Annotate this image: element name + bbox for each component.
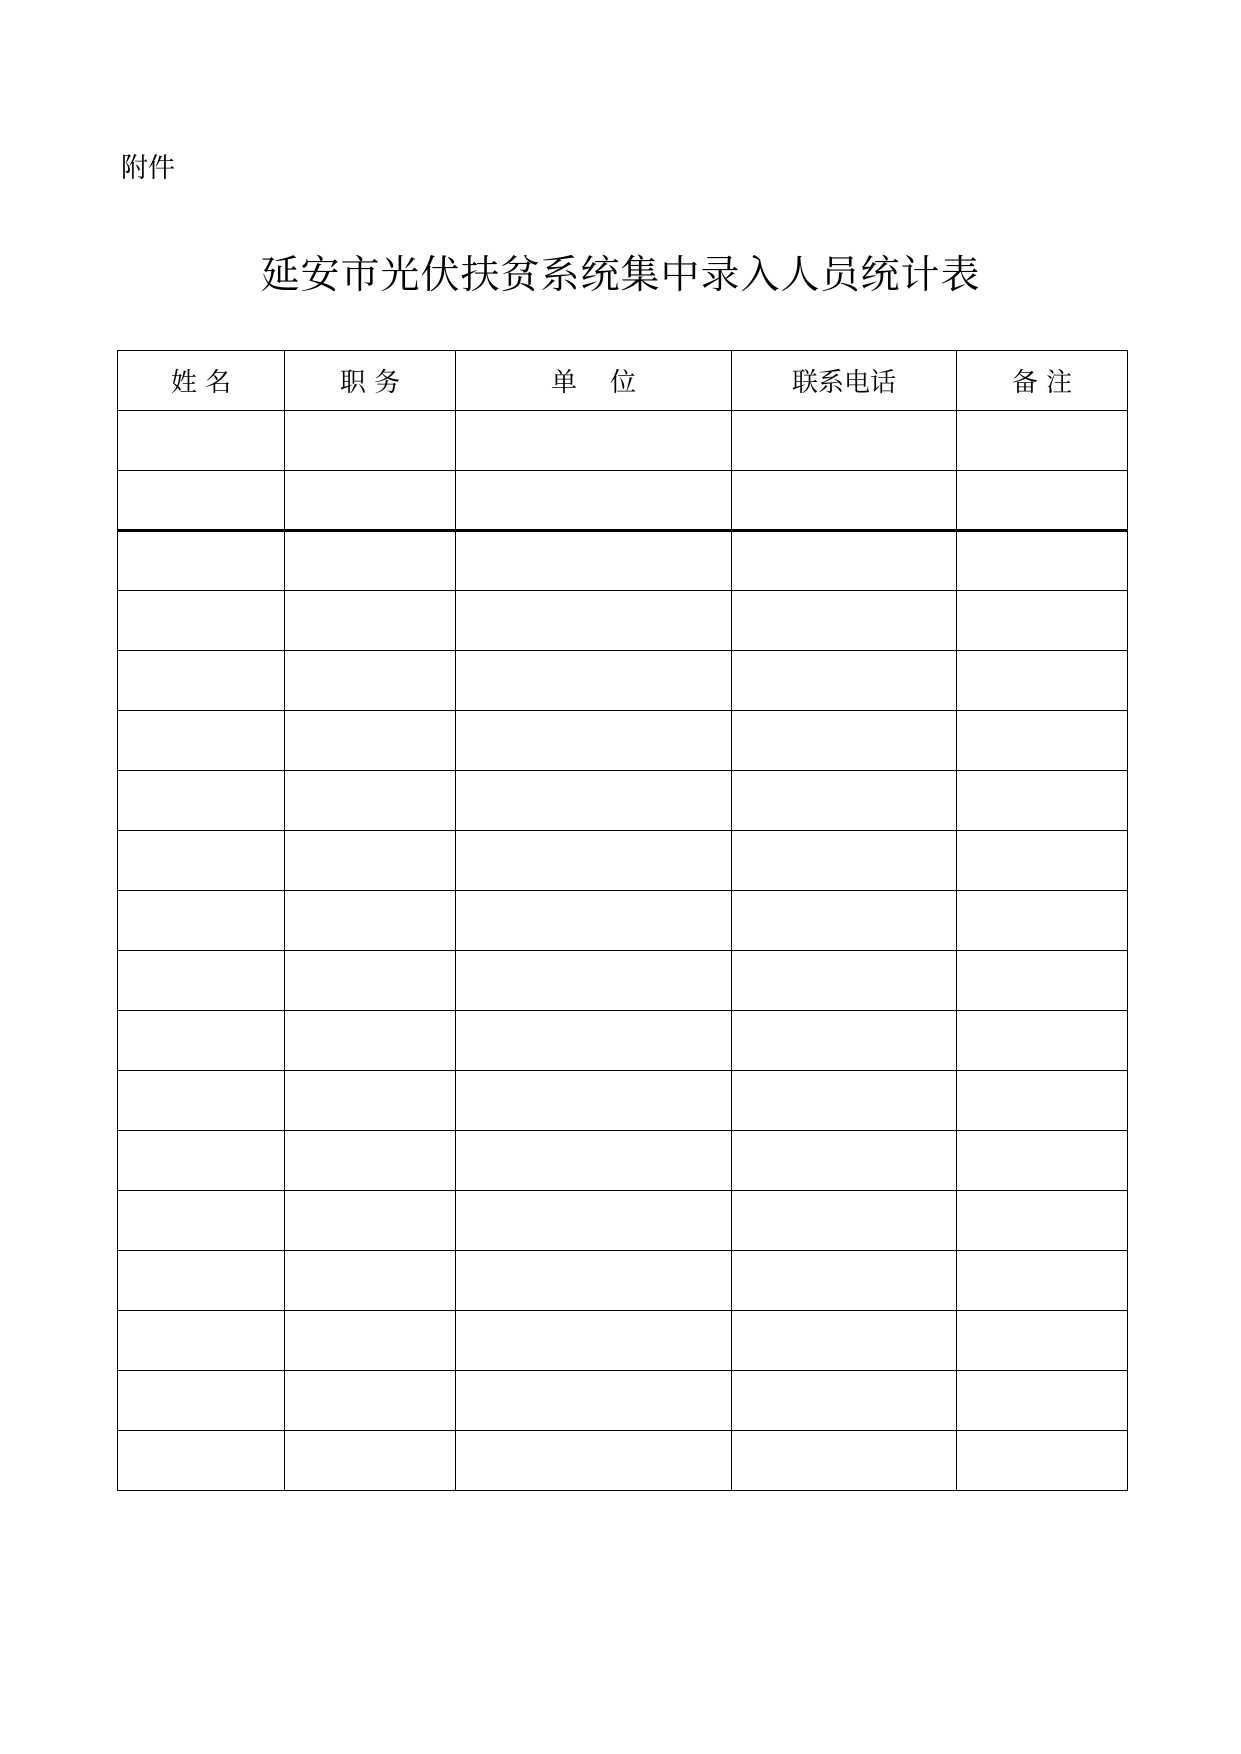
table-cell-name[interactable] [118, 711, 285, 771]
table-row [118, 711, 1128, 771]
table-cell-position[interactable] [285, 1071, 456, 1131]
table-cell-phone[interactable] [732, 1371, 957, 1431]
table-row [118, 951, 1128, 1011]
table-cell-remarks[interactable] [957, 591, 1128, 651]
table-cell-name[interactable] [118, 591, 285, 651]
table-row [118, 1311, 1128, 1371]
table-cell-position[interactable] [285, 831, 456, 891]
table-cell-name[interactable] [118, 1131, 285, 1191]
table-cell-name[interactable] [118, 1431, 285, 1491]
table-cell-position[interactable] [285, 411, 456, 471]
column-header-unit: 单 位 [456, 351, 732, 411]
table-cell-phone[interactable] [732, 471, 957, 531]
table-cell-name[interactable] [118, 651, 285, 711]
table-cell-unit[interactable] [456, 1311, 732, 1371]
table-cell-phone[interactable] [732, 711, 957, 771]
table-cell-position[interactable] [285, 771, 456, 831]
table-row [118, 411, 1128, 471]
table-row [118, 1191, 1128, 1251]
table-cell-position[interactable] [285, 651, 456, 711]
table-body [118, 411, 1128, 1491]
table-cell-position[interactable] [285, 1431, 456, 1491]
table-cell-unit[interactable] [456, 891, 732, 951]
table-cell-position[interactable] [285, 1311, 456, 1371]
table-cell-phone[interactable] [732, 591, 957, 651]
table-cell-phone[interactable] [732, 1071, 957, 1131]
table-cell-phone[interactable] [732, 831, 957, 891]
table-cell-unit[interactable] [456, 1431, 732, 1491]
table-cell-unit[interactable] [456, 1191, 732, 1251]
table-cell-name[interactable] [118, 891, 285, 951]
table-cell-position[interactable] [285, 531, 456, 591]
table-cell-unit[interactable] [456, 711, 732, 771]
table-row [118, 891, 1128, 951]
table-cell-remarks[interactable] [957, 711, 1128, 771]
table-cell-remarks[interactable] [957, 831, 1128, 891]
table-cell-unit[interactable] [456, 771, 732, 831]
personnel-statistics-table [117, 350, 1128, 1491]
table-cell-position[interactable] [285, 711, 456, 771]
table-cell-position[interactable] [285, 1251, 456, 1311]
table-cell-position[interactable] [285, 891, 456, 951]
table-cell-phone[interactable] [732, 531, 957, 591]
table-cell-remarks[interactable] [957, 1071, 1128, 1131]
table-cell-remarks[interactable] [957, 1131, 1128, 1191]
table-row [118, 531, 1128, 591]
table-cell-name[interactable] [118, 771, 285, 831]
table-row [118, 1071, 1128, 1131]
table-cell-name[interactable] [118, 831, 285, 891]
table-cell-unit[interactable] [456, 1371, 732, 1431]
table-cell-remarks[interactable] [957, 1191, 1128, 1251]
table-cell-position[interactable] [285, 471, 456, 531]
table-cell-unit[interactable] [456, 651, 732, 711]
table-cell-unit[interactable] [456, 471, 732, 531]
table-cell-unit[interactable] [456, 1011, 732, 1071]
table-cell-phone[interactable] [732, 1191, 957, 1251]
table-cell-phone[interactable] [732, 771, 957, 831]
table-cell-unit[interactable] [456, 531, 732, 591]
column-header-position: 职 务 [285, 351, 456, 411]
table-row [118, 831, 1128, 891]
table-cell-unit[interactable] [456, 951, 732, 1011]
table-cell-name[interactable] [118, 1311, 285, 1371]
table-cell-remarks[interactable] [957, 771, 1128, 831]
table-row [118, 1011, 1128, 1071]
table-cell-phone[interactable] [732, 1311, 957, 1371]
table-cell-name[interactable] [118, 1011, 285, 1071]
table-cell-remarks[interactable] [957, 1371, 1128, 1431]
table-cell-remarks[interactable] [957, 1011, 1128, 1071]
table-cell-phone[interactable] [732, 1251, 957, 1311]
table-cell-unit[interactable] [456, 591, 732, 651]
table-cell-name[interactable] [118, 951, 285, 1011]
table-cell-remarks[interactable] [957, 1251, 1128, 1311]
column-header-phone: 联系电话 [732, 351, 957, 411]
table-row [118, 1251, 1128, 1311]
table-row [118, 1371, 1128, 1431]
header-row [118, 351, 1128, 411]
table-cell-position[interactable] [285, 591, 456, 651]
table-cell-phone[interactable] [732, 411, 957, 471]
table-cell-name[interactable] [118, 411, 285, 471]
table-cell-remarks[interactable] [957, 531, 1128, 591]
attachment-label: 附件 [121, 153, 175, 184]
table-header [118, 351, 1128, 411]
table-cell-phone[interactable] [732, 1011, 957, 1071]
table-row [118, 591, 1128, 651]
table-cell-phone[interactable] [732, 951, 957, 1011]
table-cell-remarks[interactable] [957, 891, 1128, 951]
table-cell-name[interactable] [118, 1251, 285, 1311]
table-cell-phone[interactable] [732, 1131, 957, 1191]
table-cell-position[interactable] [285, 951, 456, 1011]
table-cell-phone[interactable] [732, 651, 957, 711]
table-row [118, 1131, 1128, 1191]
table-row [118, 651, 1128, 711]
table-cell-name[interactable] [118, 1071, 285, 1131]
table-cell-remarks[interactable] [957, 651, 1128, 711]
table-row [118, 1431, 1128, 1491]
table-cell-unit[interactable] [456, 1131, 732, 1191]
table-cell-name[interactable] [118, 1191, 285, 1251]
table-cell-phone[interactable] [732, 891, 957, 951]
table-cell-name[interactable] [118, 1371, 285, 1431]
table-cell-remarks[interactable] [957, 951, 1128, 1011]
table-cell-position[interactable] [285, 1131, 456, 1191]
table-cell-remarks[interactable] [957, 471, 1128, 531]
table-row [118, 471, 1128, 531]
table-cell-remarks[interactable] [957, 1311, 1128, 1371]
table-cell-unit[interactable] [456, 831, 732, 891]
table-row [118, 771, 1128, 831]
table-cell-name[interactable] [118, 531, 285, 591]
table-cell-position[interactable] [285, 1191, 456, 1251]
table-cell-unit[interactable] [456, 1251, 732, 1311]
table-cell-name[interactable] [118, 471, 285, 531]
table-cell-unit[interactable] [456, 1071, 732, 1131]
table-cell-unit[interactable] [456, 411, 732, 471]
column-header-name: 姓 名 [118, 351, 285, 411]
page-title: 延安市光伏扶贫系统集中录入人员统计表 [260, 253, 981, 298]
table-cell-position[interactable] [285, 1011, 456, 1071]
table-cell-remarks[interactable] [957, 1431, 1128, 1491]
table-cell-remarks[interactable] [957, 411, 1128, 471]
table-cell-position[interactable] [285, 1371, 456, 1431]
table-cell-phone[interactable] [732, 1431, 957, 1491]
column-header-remarks: 备 注 [957, 351, 1128, 411]
